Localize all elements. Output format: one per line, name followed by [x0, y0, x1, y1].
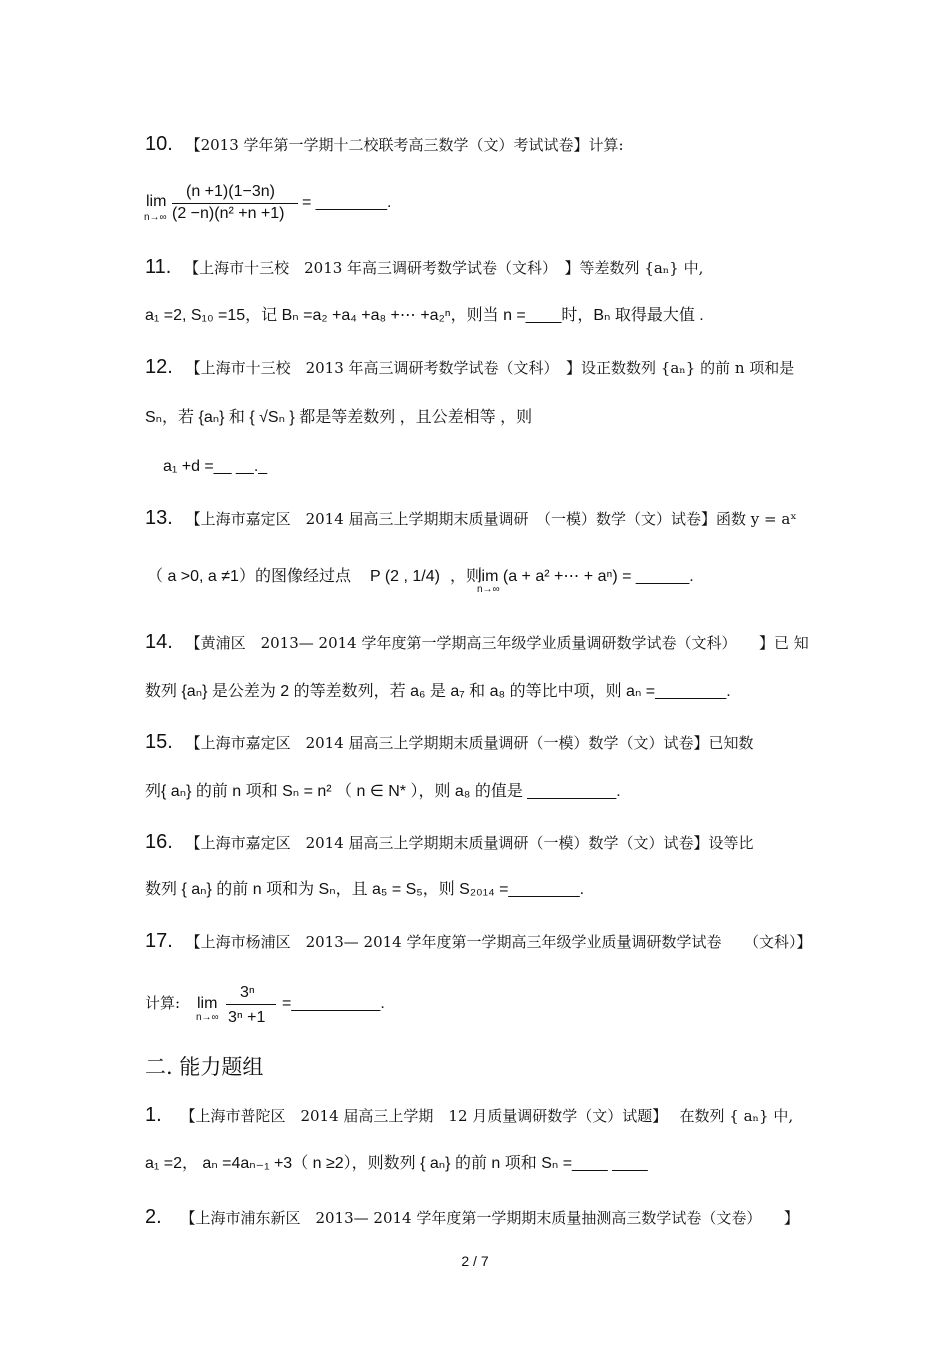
q13-lim-under: n→∞: [477, 584, 500, 595]
q16-line2: 数列 { aₙ} 的前 n 项和为 Sₙ，且 a₅ = S₅，则 S₂₀₁₄ =________.: [145, 881, 585, 898]
q15-header: [145, 732, 754, 753]
q13-point: P (2 , 1/4): [370, 568, 440, 585]
q12-text: 【上海市十三校 2013 年高三调研考数学试卷（文科） 】设正数数列 {aₙ} 的前 n 项和是: [185, 359, 795, 377]
q13-limit: lim (a + a² +⋯ + aⁿ) = ______.: [478, 568, 694, 585]
q14-header: [145, 632, 809, 653]
q15-line2: 列{ aₙ} 的前 n 项和 Sₙ = n² （ n ∈ N* ），则 a₈ 的值是 __________.: [145, 783, 621, 800]
p1-header: [145, 1105, 793, 1126]
q14-line2: 数列 {aₙ} 是公差为 2 的等差数列，若 a₆ 是 a₇ 和 a₈ 的等比中项，则 aₙ =________.: [145, 683, 731, 700]
p2-header: [145, 1207, 799, 1228]
q17-number: 17.: [145, 930, 173, 952]
q17-prefix: 计算:: [145, 994, 181, 1012]
q16-text: 【上海市嘉定区 2014 届高三上学期期末质量调研（一模）数学（文）试卷】设等比: [185, 834, 754, 852]
q14-number: 14.: [145, 631, 173, 653]
q17-lim: lim: [197, 995, 218, 1012]
q10-denominator: (2 −n)(n² +n +1): [172, 205, 285, 222]
q13-number: 13.: [145, 507, 173, 529]
q10-equals-blank: = ________.: [302, 194, 392, 211]
q12-header: [145, 357, 794, 378]
q10-numerator: (n +1)(1−3n): [186, 183, 275, 200]
q13-then: ，则: [450, 568, 483, 585]
q10-number: 10.: [145, 133, 173, 155]
q12-number: 12.: [145, 356, 173, 378]
q15-text: 【上海市嘉定区 2014 届高三上学期期末质量调研（一模）数学（文）试卷】已知数: [185, 734, 754, 752]
q17-denominator: 3ⁿ +1: [228, 1009, 266, 1026]
q10-text: 【2013 学年第一学期十二校联考高三数学（文）考试试卷】计算:: [185, 136, 624, 154]
q17-fraction-bar: [226, 1004, 276, 1005]
p2-number: 2.: [145, 1206, 162, 1228]
q17-text: 【上海市杨浦区 2013— 2014 学年度第一学期高三年级学业质量调研数学试卷 （文科）】: [185, 933, 812, 951]
page-number: 2 / 7: [461, 1253, 489, 1269]
q12-line2: Sₙ，若 {aₙ} 和 { √Sₙ } 都是等差数列 ，且公差相等 ，则: [145, 409, 533, 426]
q12-line3: a₁ +d =__ __._: [163, 458, 268, 475]
q10-fraction-bar: [172, 203, 298, 204]
q13-header: [145, 508, 797, 529]
p1-line2: a₁ =2， aₙ =4aₙ₋₁ +3（ n ≥2），则数列 { aₙ} 的前 n 项和 Sₙ =____ ____: [145, 1155, 648, 1172]
q17-numerator: 3ⁿ: [240, 984, 255, 1001]
q13-text: 【上海市嘉定区 2014 届高三上学期期末质量调研 （一模）数学（文）试卷】函数 y = aˣ: [185, 510, 797, 528]
p1-text: 【上海市普陀区 2014 届高三上学期 12 月质量调研数学（文）试题】 在数列 { aₙ} 中,: [180, 1107, 794, 1125]
q11-number: 11.: [145, 256, 172, 278]
q10-lim: lim: [146, 193, 167, 210]
q16-number: 16.: [145, 831, 173, 853]
q10-lim-under: n→∞: [144, 212, 167, 223]
q14-text: 【黄浦区 2013— 2014 学年度第一学期高三年级学业质量调研数学试卷（文科） 】已 知: [185, 634, 809, 652]
q11-line2: a₁ =2, S₁₀ =15，记 Bₙ =a₂ +a₄ +a₈ +⋯ +a₂ⁿ，则当 n =____时，Bₙ 取得最大值 .: [145, 307, 704, 324]
p2-text: 【上海市浦东新区 2013— 2014 学年度第一学期期末质量抽测高三数学试卷（文卷） 】: [180, 1209, 799, 1227]
q13-condition: （ a >0, a ≠1）的图像经过点: [147, 568, 351, 585]
q17-header: [145, 931, 811, 952]
q15-number: 15.: [145, 731, 173, 753]
q17-equals-blank: =__________.: [282, 995, 385, 1012]
q11-header: [145, 257, 703, 278]
q11-text: 【上海市十三校 2013 年高三调研考数学试卷（文科） 】等差数列 {aₙ} 中,: [184, 259, 704, 277]
q10-header: [145, 134, 624, 155]
p1-number: 1.: [145, 1104, 162, 1126]
q17-lim-under: n→∞: [196, 1012, 219, 1023]
q16-header: [145, 832, 754, 853]
section-heading: 二. 能力题组: [145, 1055, 264, 1079]
